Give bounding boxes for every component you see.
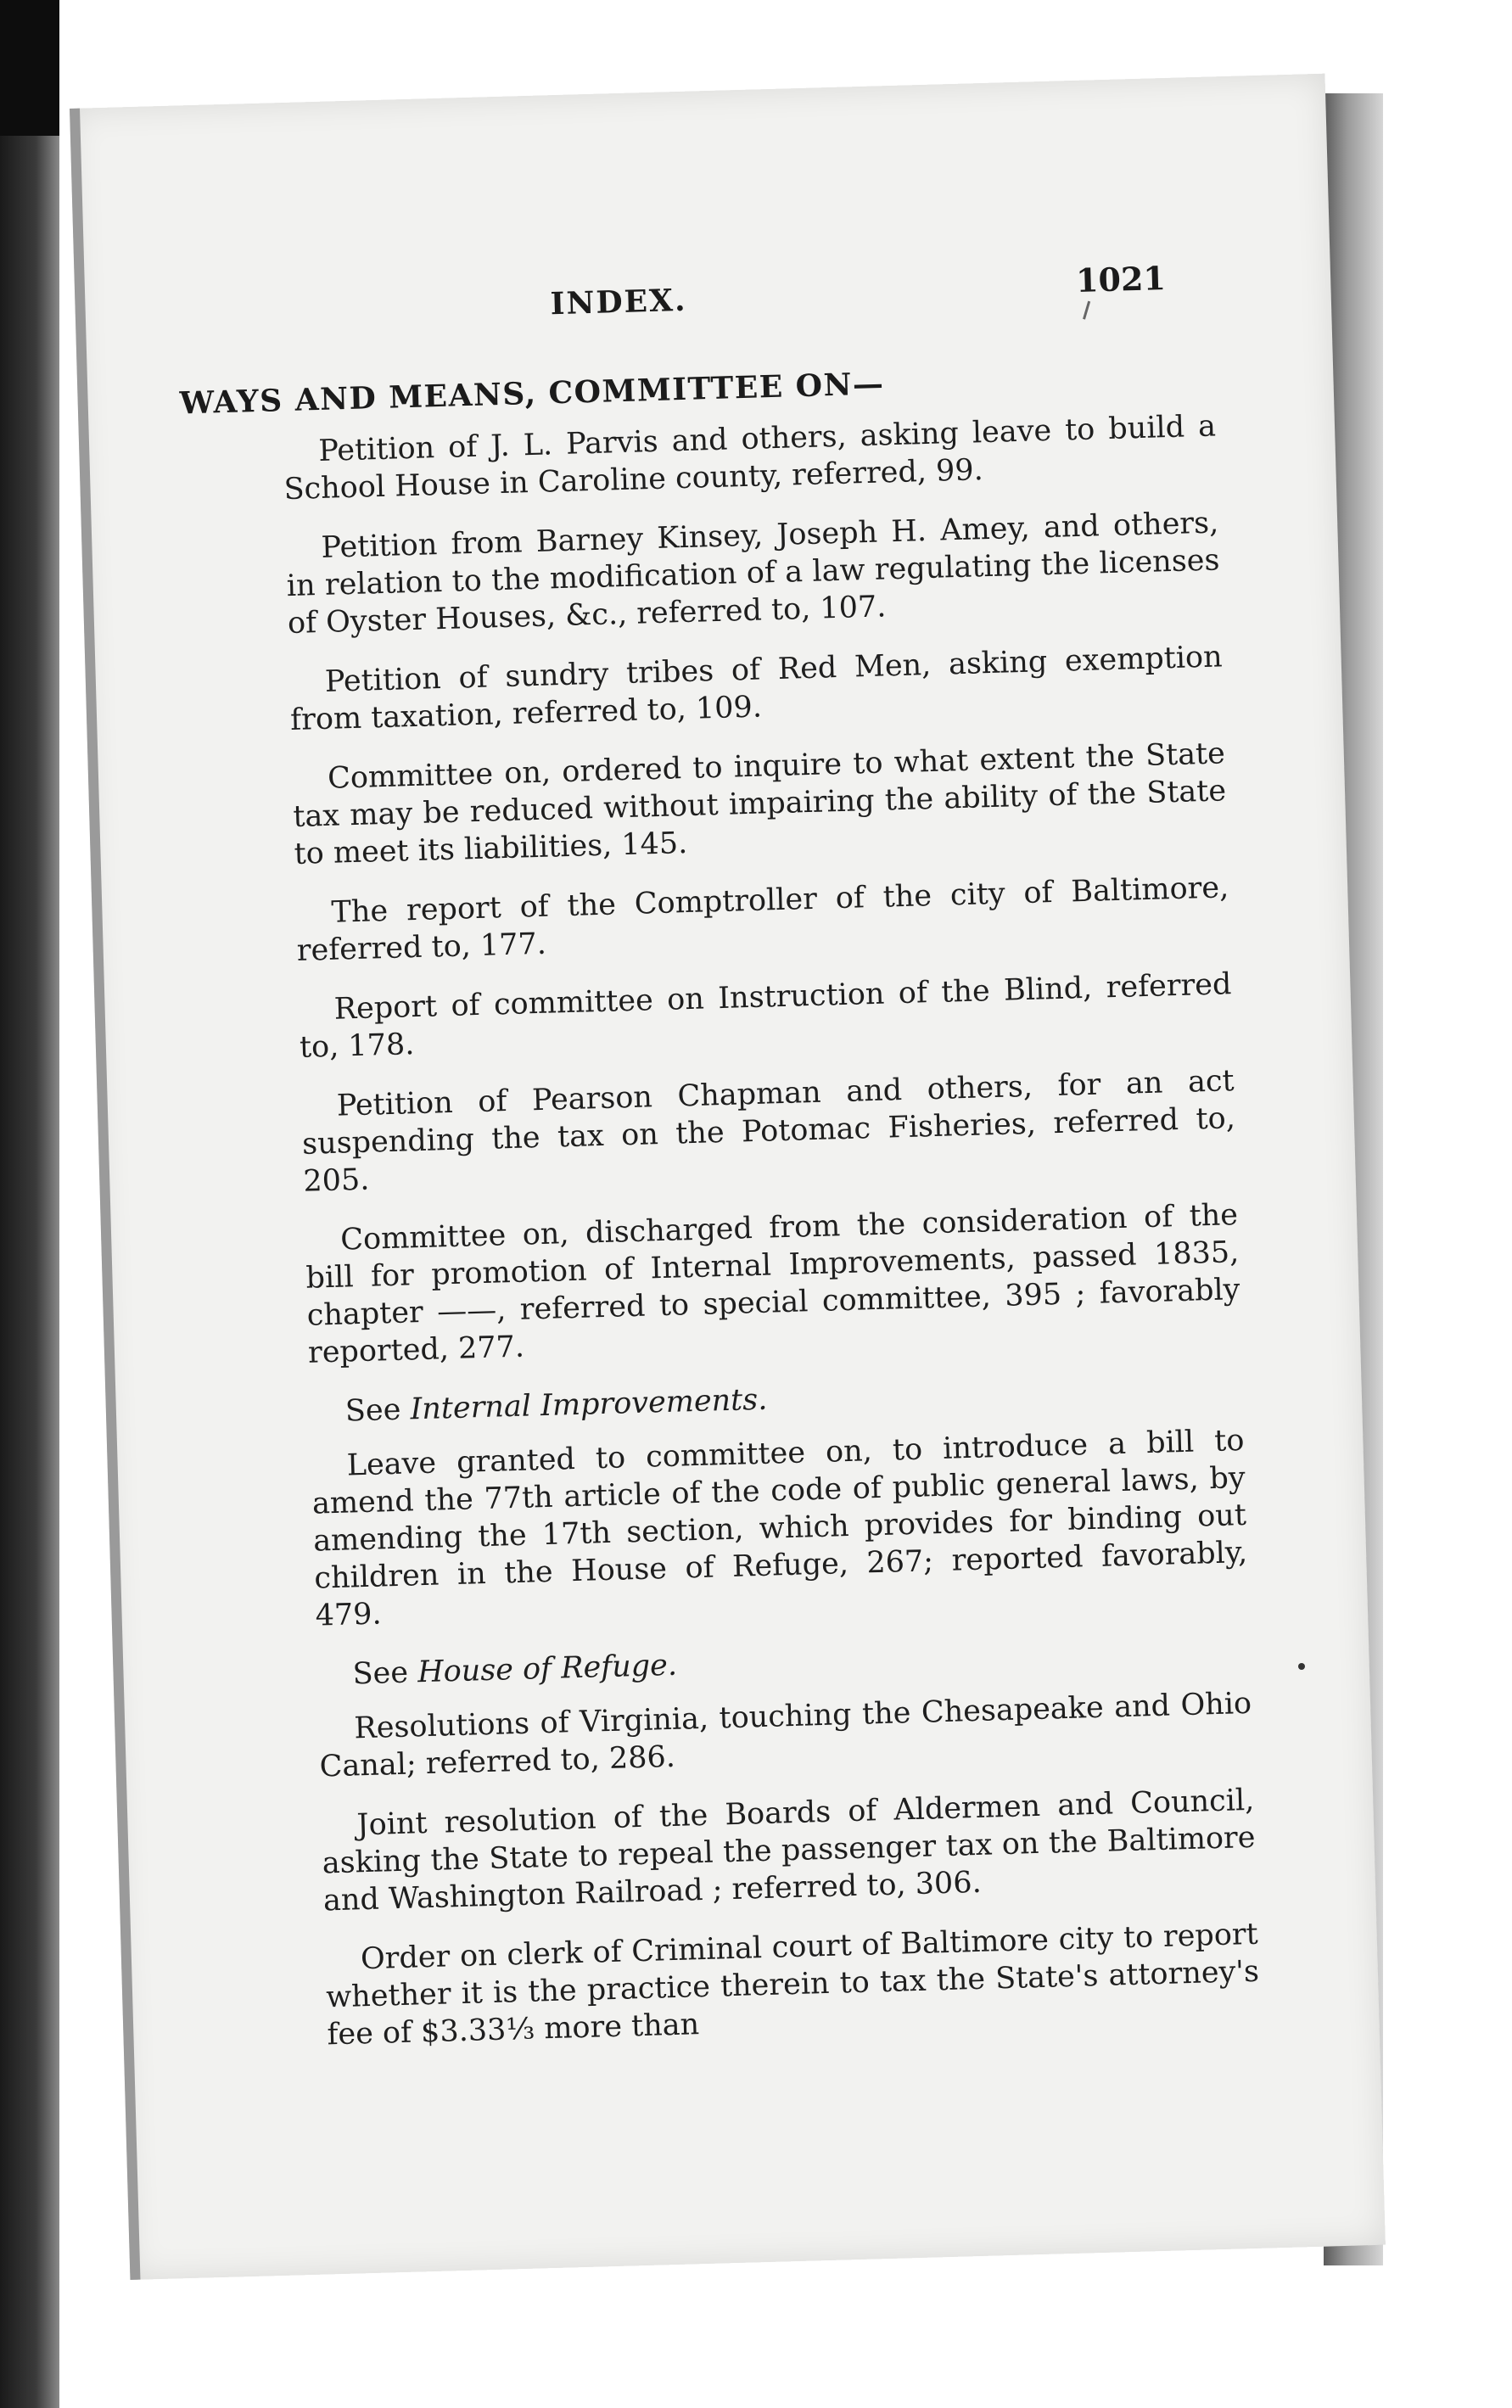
index-entry: Petition of Pearson Chapman and others, for an act suspending the tax on the Potomac Fisheries, referred to, 205. [301,1064,1236,1199]
index-entry: Resolutions of Virginia, touching the Chesapeake and Ohio Canal; referred to, 286. [319,1686,1252,1784]
see-label: See [344,1392,401,1429]
document-page [70,74,1386,2280]
page-number: 1021 [1075,259,1167,300]
book-spine-shadow [0,0,59,2408]
index-entry: Committee on, ordered to inquire to what extent the State tax may be reduced without impairing the ability of the State to meet its liabilities, 145. [292,736,1227,871]
see-target: House of Refuge. [417,1648,678,1690]
index-entry: Petition of sundry tribes of Red Men, asking exemption from taxation, referred to, 109. [289,640,1224,738]
see-reference-internal-improvements [309,1368,1243,1431]
section-heading: WAYS AND MEANS, COMMITTEE ON— [179,366,886,422]
see-label: See [352,1655,409,1692]
see-target: Internal Improvements. [409,1382,768,1427]
index-entry: Report of committee on Instruction of the Blind, referred to, 178. [299,967,1232,1065]
index-entry: Committee on, discharged from the consideration of the bill for promotion of Internal Improvements, passed 1835, chapter ——, referred to special committee, 395 ; favorably reported, 277. [305,1198,1240,1370]
index-entry: Order on clerk of Criminal court of Baltimore city to report whether it is the practice therein to tax the State's attorney's fee of $3.33⅓ more than [325,1917,1260,2052]
page-header [550,259,1229,337]
scan-corner-dark [0,0,59,136]
index-entry: Petition from Barney Kinsey, Joseph H. Amey, and others, in relation to the modification of a law regulating the licenses of Oyster Houses, &c., referred to, 107. [286,506,1220,641]
see-reference-house-of-refuge [316,1631,1251,1694]
index-entries [283,407,1262,2075]
index-entry: The report of the Comptroller of the city of Baltimore, referred to, 177. [296,871,1229,968]
ink-speck [1298,1663,1305,1670]
running-head: INDEX. [550,282,688,322]
index-entry: Joint resolution of the Boards of Aldermen and Council, asking the State to repeal the passenger tax on the Baltimore and Washington Railroad ; referred to, 306. [322,1783,1257,1918]
index-entry: Leave granted to committee on, to introduce a bill to amend the 77th article of the code of public general laws, by amending the 17th section, which provides for binding out children in the House of Refuge, 267; reported favorably, 479. [311,1423,1248,1633]
index-entry: Petition of J. L. Parvis and others, asking leave to build a School House in Caroline county, referred, 99. [283,409,1217,507]
